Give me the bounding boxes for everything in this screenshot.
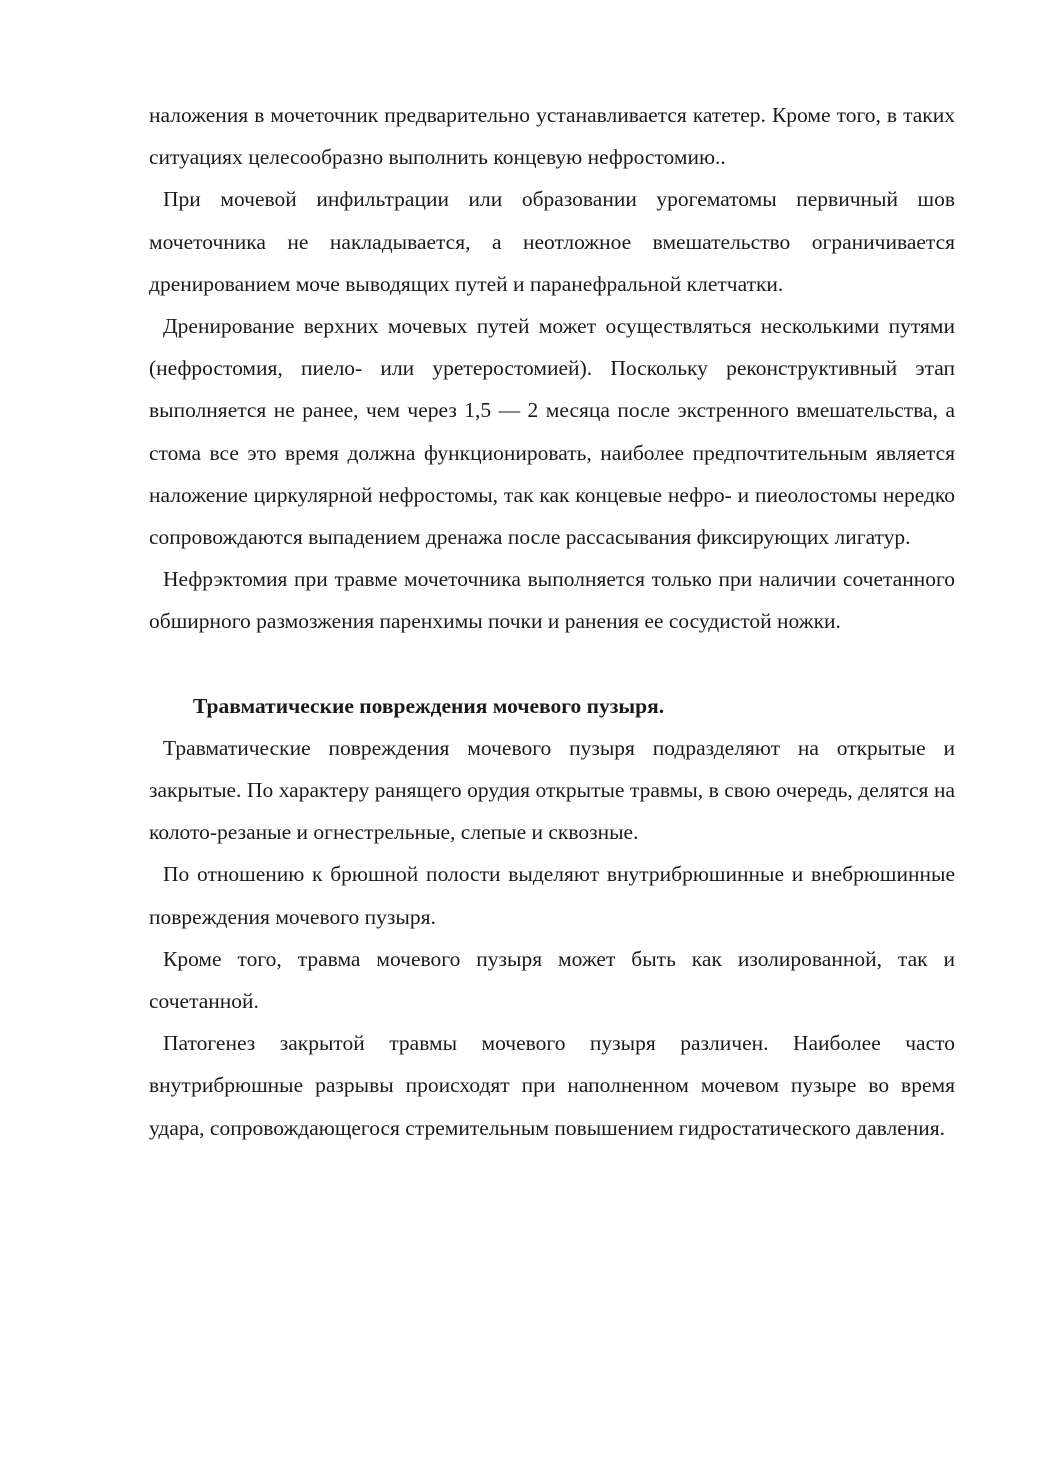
paragraph-catheter: наложения в мочеточник предварительно устанавливается катетер. Кроме того, в таких ситуациях целесообразно выполнить концевую нефростомию.. [149, 103, 955, 170]
paragraph-urine-infiltration: При мочевой инфильтрации или образовании урогематомы первичный шов мочеточника не накладывается, а неотложное вмешательство ограничивается дренированием моче выводящих путей и паранефральной клетчатки. [149, 187, 955, 296]
paragraph-pathogenesis: Патогенез закрытой травмы мочевого пузыря различен. Наиболее часто внутрибрюшные разрывы происходят при наполненном мочевом пузыре во время удара, сопровождающегося стремительным повышением гидростатического давления. [149, 1031, 955, 1140]
section-spacer [149, 643, 955, 685]
paragraph-nephrectomy: Нефрэктомия при травме мочеточника выполняется только при наличии сочетанного обширного размозжения паренхимы почки и ранения ее сосудистой ножки. [149, 567, 955, 634]
document-page [149, 94, 955, 1149]
paragraph-isolated-combined: Кроме того, травма мочевого пузыря может быть как изолированной, так и сочетанной. [149, 946, 955, 1014]
paragraph-bladder-injury-types: Травматические повреждения мочевого пузыря подразделяют на открытые и закрытые. По характеру ранящего орудия открытые травмы, в свою очередь, делятся на колото-резаные и огнестрельные, слепые и сквозные. [149, 735, 955, 845]
paragraph-drainage: Дренирование верхних мочевых путей может осуществляться несколькими путями (нефростомия, пиело- или уретеростомией). Поскольку реконструктивный этап выполняется не ранее, чем через 1,5 — 2 месяца после экстренного вмешательства, а стома все это время должна функционировать, наиболее предпочтительным является наложение циркулярной нефростомы, так как концевые нефро- и пиеолостомы нередко сопровождаются выпадением дренажа после рассасывания фиксирующих лигатур. [149, 314, 955, 550]
paragraph-abdominal-cavity: По отношению к брюшной полости выделяют внутрибрюшинные и внебрюшинные повреждения мочевого пузыря. [149, 862, 955, 929]
section-heading: Травматические повреждения мочевого пузыря. [193, 693, 665, 718]
